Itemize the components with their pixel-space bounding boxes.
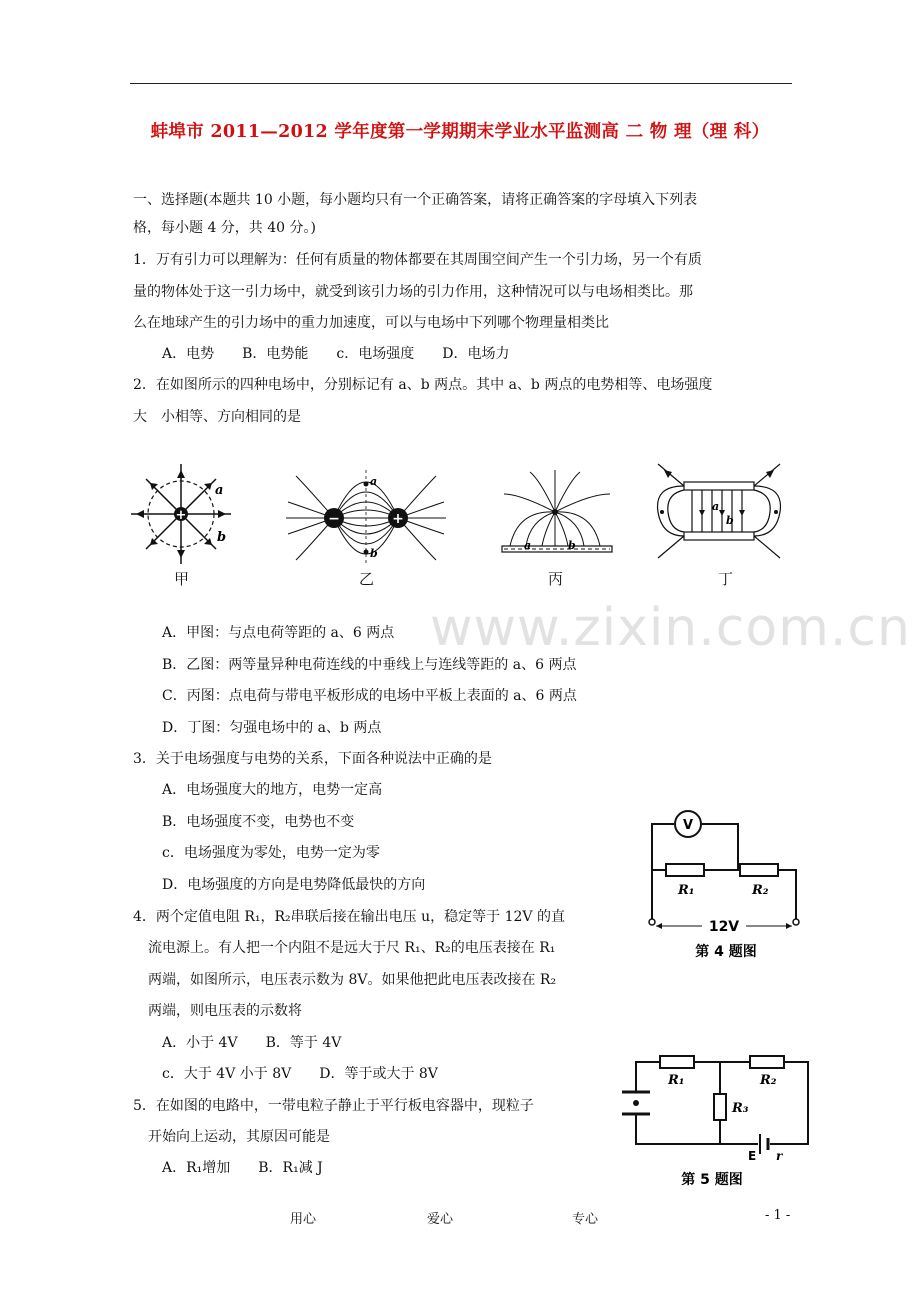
svg-text:+: + [392, 511, 404, 527]
svg-text:b: b [568, 539, 576, 552]
q2-option-d: D．丁图：匀强电场中的 a、b 两点 [162, 720, 382, 736]
page-title: 蚌埠市 2011—2012 学年度第一学期期末学业水平监测高 二 物 理（理 科） [150, 122, 770, 142]
svg-text:a: a [524, 539, 532, 552]
q4-circuit-figure [640, 810, 805, 965]
q3-stem: 3．关于电场强度与电势的关系，下面各种说法中正确的是 [133, 751, 492, 767]
svg-text:a: a [370, 475, 378, 488]
q2-option-c: C．丙图：点电荷与带电平板形成的电场中平板上表面的 a、6 两点 [162, 688, 577, 704]
q5-r3-label: R₃ [732, 1101, 749, 1116]
q5-r2-label: R₂ [760, 1073, 777, 1088]
q3-option-c: c．电场强度为零处，电势一定为零 [162, 845, 380, 861]
q5-e-label: E [748, 1149, 757, 1163]
caption-jia: 甲 [174, 570, 190, 588]
q4-options-1: A．小于 4V B．等于 4V [162, 1035, 342, 1051]
q4-line3: 两端，如图所示，电压表示数为 8V。如果他把此电压表改接在 R₂ [148, 972, 557, 988]
q4-options-2: c．大于 4V 小于 8V D．等于或大于 8V [162, 1066, 438, 1082]
field-figure-jia [126, 462, 238, 574]
q1-options: A．电势 B．电势能 c．电场强度 D．电场力 [162, 346, 510, 362]
q2-line2: 大 小相等、方向相同的是 [133, 409, 301, 425]
voltmeter-label: V [682, 818, 694, 833]
svg-text:a: a [712, 500, 720, 513]
header-rule [130, 83, 792, 84]
section-heading-line2: 格，每小题 4 分，共 40 分。) [133, 220, 316, 236]
field-figure-yi [286, 466, 446, 570]
q5-line1: 5．在如图的电路中，一带电粒子静止于平行板电容器中，现粒子 [133, 1098, 534, 1114]
q5-line2: 开始向上运动，其原因可能是 [148, 1129, 330, 1145]
q3-option-d: D．电场强度的方向是电势降低最快的方向 [162, 877, 426, 893]
q4-line1: 4．两个定值电阻 R₁，R₂串联后接在输出电压 u，稳定等于 12V 的直 [133, 909, 565, 925]
q2-line1: 2．在如图所示的四种电场中，分别标记有 a、b 两点。其中 a、b 两点的电势相等、电场强度 [133, 377, 713, 393]
section-heading-line1: 一、选择题(本题共 10 小题，每小题均只有一个正确答案，请将正确答案的字母填入下列表 [133, 192, 698, 208]
q5-circuit-figure [620, 1048, 815, 1193]
q4-r1-label: R₁ [678, 883, 695, 898]
svg-text:b: b [726, 514, 734, 527]
field-figure-bing [500, 470, 616, 556]
q5-options: A．R₁增加 B．R₁减 J [162, 1160, 323, 1176]
footer-text-a: 用心 [290, 1212, 317, 1227]
q4-line4: 两端，则电压表的示数将 [148, 1003, 302, 1019]
q1-line2: 量的物体处于这一引力场中，就受到该引力场的引力作用，这种情况可以与电场相类比。那 [133, 284, 693, 300]
svg-text:−: − [328, 511, 340, 527]
svg-text:+: + [175, 508, 187, 523]
q4-line2: 流电源上。有人把一个内阻不是远大于尺 R₁、R₂的电压表接在 R₁ [148, 940, 556, 956]
footer-text-b: 爱心 [427, 1212, 454, 1227]
q4-voltage-label: 12V [708, 919, 740, 935]
field-figure-ding [654, 460, 784, 560]
q2-option-a: A．甲图：与点电荷等距的 a、6 两点 [162, 625, 395, 641]
caption-bing: 丙 [548, 570, 564, 588]
caption-yi: 乙 [359, 570, 375, 588]
svg-text:b: b [217, 530, 227, 545]
q4-figure-caption: 第 4 题图 [695, 944, 757, 960]
footer-text-c: 专心 [572, 1212, 599, 1227]
q5-figure-caption: 第 5 题图 [681, 1172, 743, 1188]
q5-r-label: r [776, 1149, 783, 1163]
svg-text:b: b [370, 547, 378, 560]
q1-line3: 么在地球产生的引力场中的重力加速度，可以与电场中下列哪个物理量相类比 [133, 315, 609, 331]
svg-text:a: a [215, 483, 224, 498]
caption-ding: 丁 [718, 570, 734, 588]
q1-line1: 1．万有引力可以理解为：任何有质量的物体都要在其周围空间产生一个引力场，另一个有质 [133, 252, 702, 268]
q3-option-b: B．电场强度不变，电势也不变 [162, 814, 355, 830]
q3-option-a: A．电场强度大的地方，电势一定高 [162, 782, 383, 798]
q5-r1-label: R₁ [668, 1073, 685, 1088]
page-number: - 1 - [765, 1208, 791, 1223]
q2-option-b: B．乙图：两等量异种电荷连线的中垂线上与连线等距的 a、6 两点 [162, 657, 577, 673]
watermark: www.zixin.com.cn [430, 598, 911, 658]
q4-r2-label: R₂ [752, 883, 769, 898]
